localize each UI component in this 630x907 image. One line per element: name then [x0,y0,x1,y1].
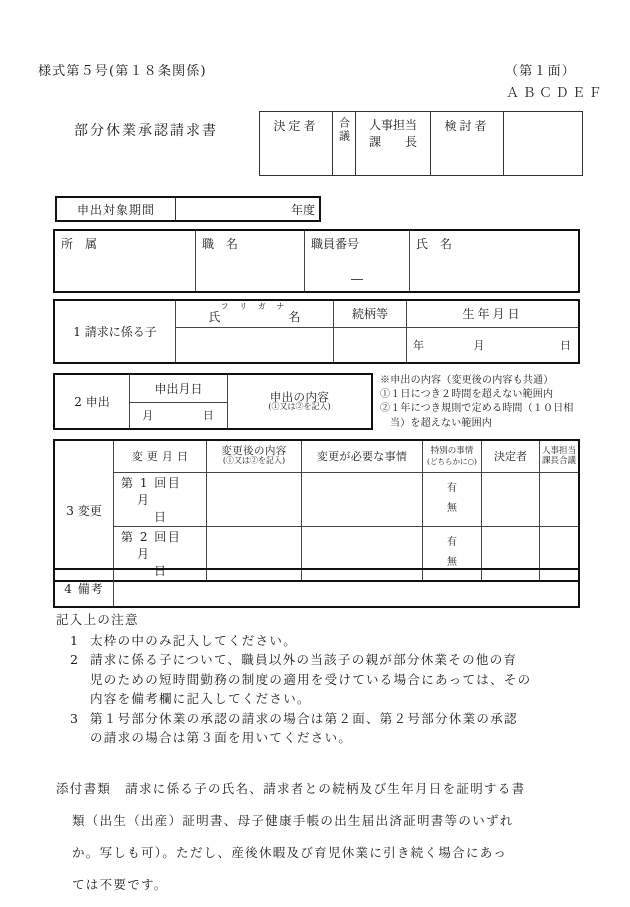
child-birthdate-label: 生年月日 [462,307,523,322]
employee-header-employee-number: 職員番号 [311,237,360,251]
change-header-content [207,440,302,472]
child-value-relation[interactable] [334,327,407,363]
attachments-continued [56,811,590,895]
note-2-line-2: 児のための短時間勤務の制度の適用を受けている場合にあっては、その [90,671,532,687]
period-label-cell [56,197,176,221]
change-special-sublabel: (どちらかに○) [427,457,477,467]
note-body-1 [90,631,586,651]
change-hr-label-line2: 課長合議 [541,456,576,467]
change-row1-month: 月 [137,492,151,507]
change-content-sublabel: (①又は②を記入) [222,456,286,466]
period-year-suffix: 年度 [290,202,315,217]
list-item [56,650,586,709]
child-name-label: 氏 名 [208,310,309,325]
table-row [56,197,320,221]
apply-section-label-cell [54,374,130,429]
change-row1-ordinal: 第 1 回目 [121,475,182,490]
change-header-hr [540,440,580,472]
employee-cell-name[interactable] [410,230,580,292]
attachments-line-3: か。写しも可）。ただし、産後休暇及び育児休業に引き続く場合にあっ [72,845,508,860]
note-number-1: 1 [70,632,80,648]
list-item [56,709,586,748]
attachments-line-1: 請求に係る子の氏名、請求者との続柄及び生年月日を証明する書 [125,781,526,796]
child-section-label-cell [54,300,176,363]
approval-cell-reviewer[interactable] [431,112,504,176]
change-row1-reason[interactable] [302,472,423,526]
change-row1-special-yes[interactable]: 有 [447,483,457,494]
remarks-label: 4 備考 [64,581,104,596]
change-header-reason [302,440,423,472]
note-number-2: 2 [70,652,80,667]
child-header-birthdate-cell [407,300,580,327]
child-value-name[interactable] [176,327,334,363]
apply-note-title: ※申出の内容（変更後の内容も共通） [380,375,554,386]
change-row1-special[interactable] [423,472,482,526]
remarks-value-cell[interactable] [114,569,580,607]
child-name-furigana-label: フ リ ガ ナ [220,302,289,312]
change-hr-label-line1: 人事担当 [541,445,576,456]
employee-cell-job-title[interactable] [196,230,305,292]
change-row2-special-yes[interactable]: 有 [447,537,457,548]
apply-date-day: 日 [202,409,215,423]
employee-info-table [53,229,580,293]
table-row [54,472,579,526]
apply-content-sublabel: (①又は②を記入) [268,402,331,412]
child-section-label: 1 請求に係る子 [73,325,157,339]
apply-value-date[interactable] [130,402,228,429]
change-row1-date[interactable] [114,472,207,526]
notes-section [56,610,586,748]
attachments-label: 添付書類 [56,781,112,796]
apply-content-cell[interactable] [228,374,373,429]
child-value-birthdate[interactable] [407,327,580,363]
change-reason-label: 変更が必要な事情 [316,450,408,464]
table-row [54,374,372,402]
period-value-cell[interactable] [176,197,321,221]
employee-header-job-title: 職 名 [202,237,239,251]
application-content-note [380,374,585,431]
note-1-line-1: 太枠の中のみ記入してください。 [90,632,298,648]
approval-header-consultation: 合議 [337,117,351,143]
change-row2-ordinal: 第 2 回目 [121,529,182,544]
note-3-line-1: 第１号部分休業の承認の請求の場合は第２面、第２号部分休業の承認 [90,710,518,726]
employee-header-name: 氏 名 [416,237,453,251]
change-row1-content[interactable] [207,472,302,526]
change-decider-label: 決定者 [494,450,527,464]
table-row [54,230,579,292]
remarks-table [53,568,580,608]
change-header-date [114,440,207,472]
change-row1-decider[interactable] [482,472,540,526]
change-row2-special-no[interactable]: 無 [447,557,457,568]
approval-header-reviewer: 検討者 [444,119,490,133]
change-header-special [423,440,482,472]
approval-cell-hr-manager[interactable] [356,112,431,176]
change-row1-day: 日 [153,509,167,524]
change-row1-special-no[interactable]: 無 [447,503,457,514]
apply-content-label: 申出の内容 [269,390,330,405]
attachments-text [111,779,590,799]
code-letters-label: ＡＢＣＤＥＦ [506,85,606,100]
approval-stamp-table [259,111,583,176]
apply-note-item-1: ①１日につき２時間を超えない範囲内 [380,389,554,401]
child-info-table [53,299,580,364]
period-label: 申出対象期間 [76,202,155,217]
remarks-label-cell [54,569,114,607]
change-section-label-cell [54,440,114,581]
apply-section-label: 2 申出 [74,395,110,409]
child-header-name-cell [176,300,334,327]
change-section-label: 3 変更 [66,503,102,518]
apply-header-date-cell [130,374,228,402]
note-2-line-1: 請求に係る子について、職員以外の当該子の親が部分休業その他の育 [90,652,518,667]
employee-number-separator: ― [351,272,363,286]
note-body-3 [90,709,586,748]
approval-cell-consultation[interactable] [333,112,356,176]
page-face-label: （第１面） [505,64,577,79]
table-row [54,300,579,327]
attachments-section [56,779,590,907]
change-row2-month: 月 [137,546,151,561]
table-row [260,112,583,176]
child-birth-month: 月 [473,338,486,352]
notes-title: 記入上の注意 [56,612,139,627]
child-birth-day: 日 [560,338,572,352]
approval-cell-decider[interactable] [260,112,333,176]
apply-date-month: 月 [142,409,155,423]
attachments-line-2: 類（出生（出産）証明書、母子健康手帳の出生届出済証明書等のいずれ [72,813,514,828]
employee-header-affiliation: 所 属 [61,237,98,251]
table-row [54,569,579,607]
approval-header-hr-line1: 人事担当 [368,118,417,132]
change-content-label: 変更後の内容 [221,445,287,458]
apply-note-item-3: 当）を超えない範囲内 [390,417,492,429]
employee-cell-affiliation[interactable] [54,230,196,292]
employee-cell-employee-number[interactable] [305,230,410,292]
page-title: 部分休業承認請求書 [74,123,218,139]
apply-date-label: 申出月日 [154,381,203,396]
child-birth-year: 年 [413,338,425,352]
note-3-line-2: の請求の場合は第３面を用いてください。 [90,730,353,745]
change-row1-hr[interactable] [540,472,580,526]
application-table [53,373,373,430]
child-relation-label: 続柄等 [351,307,388,322]
application-period-table [55,196,321,222]
approval-header-hr-line2: 課 長 [368,135,417,150]
note-2-line-3: 内容を備考欄に記入してください。 [90,691,311,706]
change-row2-day: 日 [153,563,167,578]
change-table [53,439,580,582]
list-item [56,631,586,651]
change-header-decider [482,440,540,472]
attachments-line-4: ては不要です。 [72,877,168,892]
change-special-label: 特別の事情 [430,446,474,457]
child-header-relation-cell [334,300,407,327]
form-number-label: 様式第５号(第１８条関係) [38,64,207,79]
change-date-label: 変 更 月 日 [131,450,189,464]
approval-header-decider: 決定者 [273,119,319,133]
table-row [54,440,579,472]
approval-cell-blank[interactable] [504,112,583,176]
apply-note-item-2: ②１年につき規則で定める時間（１０日相 [380,403,574,415]
note-body-2 [90,650,586,709]
note-number-3: 3 [70,710,80,726]
